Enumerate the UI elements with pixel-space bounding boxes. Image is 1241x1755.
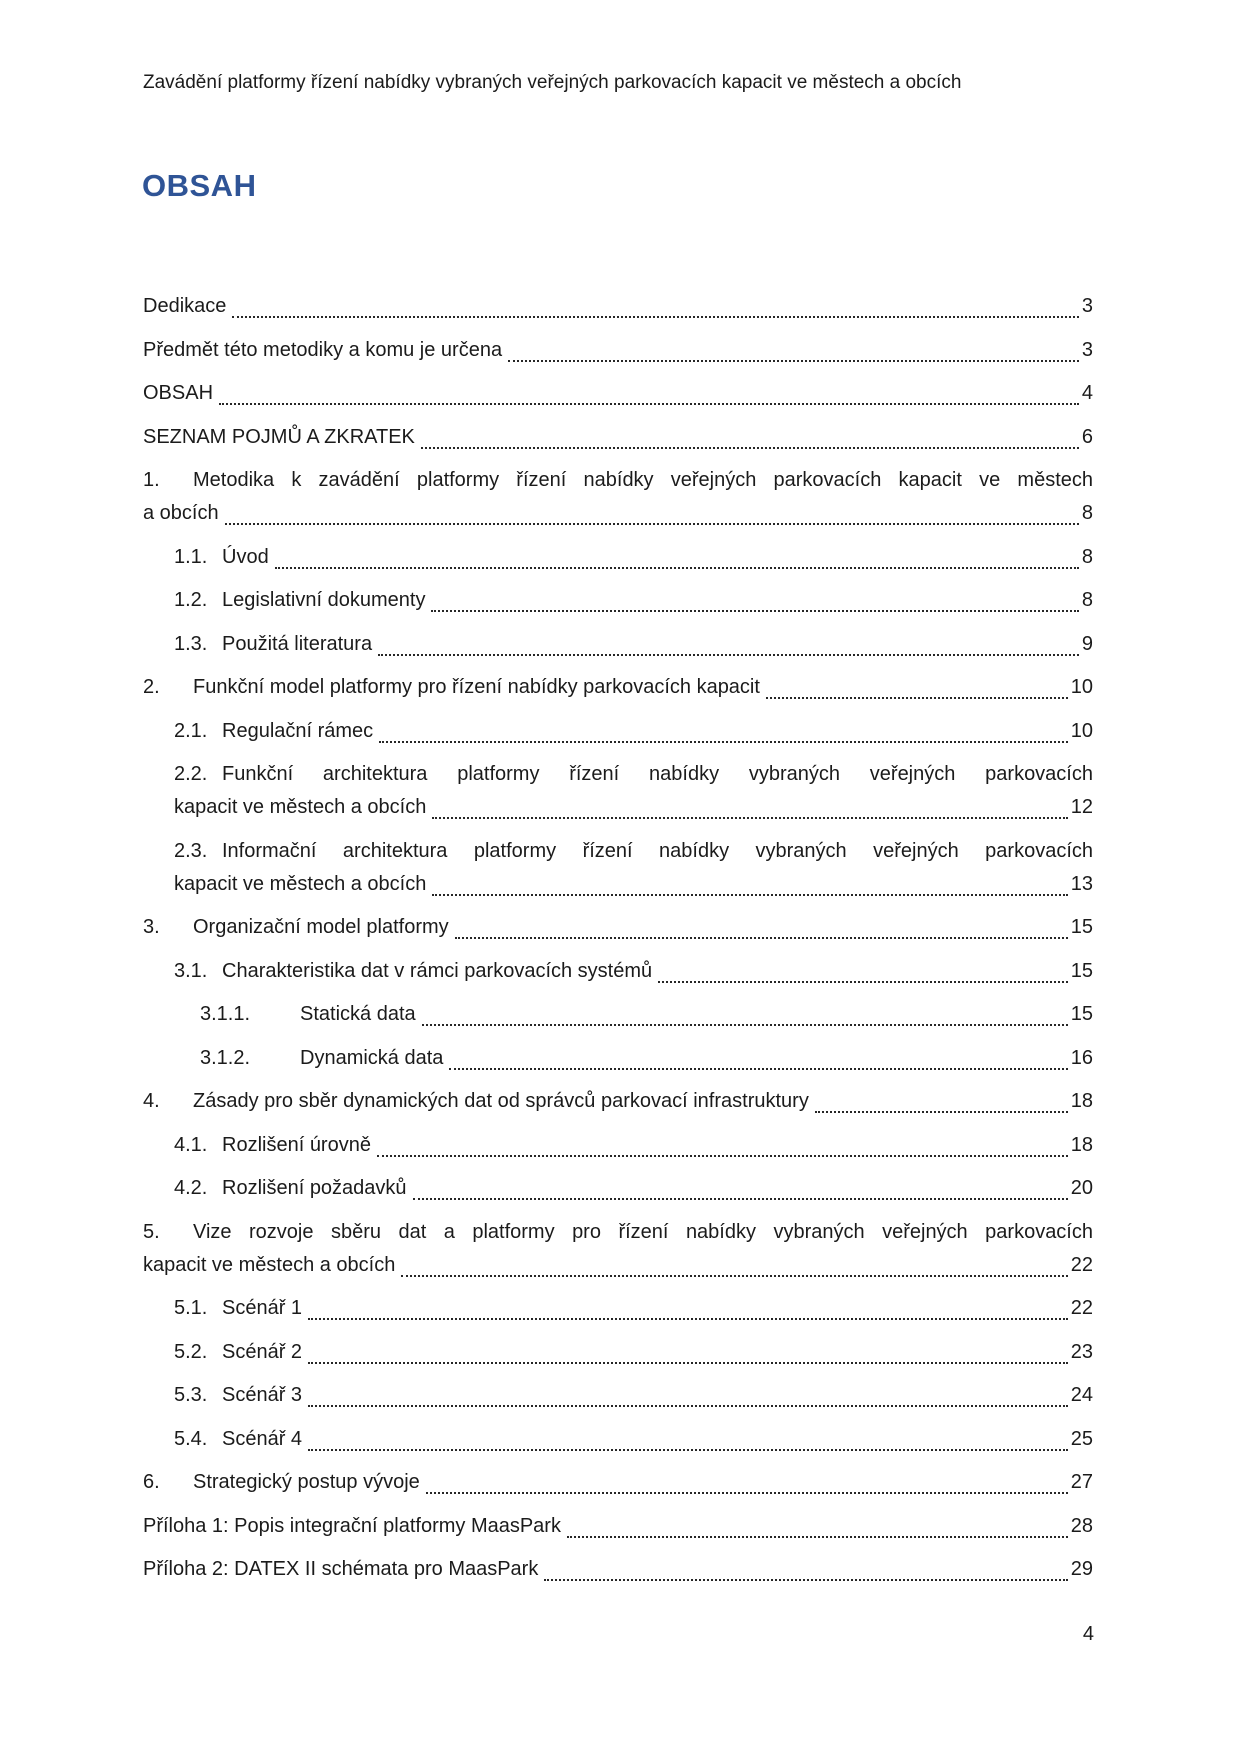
- toc-entry-page: 12: [1070, 796, 1093, 818]
- toc-entry[interactable]: [174, 1336, 1093, 1369]
- toc-entry[interactable]: [143, 1466, 1093, 1499]
- toc-entry[interactable]: [174, 758, 1093, 824]
- toc-entry-number: 5.1.: [174, 1297, 208, 1319]
- toc-leader-dots: [508, 360, 1079, 362]
- toc-entry-page: 18: [1070, 1133, 1093, 1156]
- toc-entry-label: Příloha 1: Popis integrační platformy MaasPark: [143, 1514, 561, 1537]
- toc-leader-dots: [432, 817, 1067, 819]
- toc-entry-number: 3.: [143, 916, 160, 938]
- toc-entry-label: Rozlišení úrovně: [222, 1133, 371, 1156]
- toc-entry-line2: [143, 497, 1093, 530]
- toc-entry-line1: [174, 835, 1093, 868]
- toc-entry-label-continued: kapacit ve městech a obcích: [174, 872, 427, 895]
- toc-entry-page: 23: [1070, 1340, 1093, 1363]
- toc-entry-number: 5.: [143, 1220, 160, 1243]
- toc-entry-page: 8: [1081, 502, 1093, 524]
- toc-leader-dots: [455, 937, 1068, 939]
- toc-leader-dots: [401, 1275, 1067, 1277]
- toc-entry-label: Scénář 3: [222, 1384, 303, 1406]
- toc-leader-dots: [432, 894, 1067, 896]
- toc-entry-label: OBSAH: [143, 382, 214, 404]
- toc-entry-page: 18: [1070, 1090, 1093, 1112]
- toc-entry-label: Statická data: [300, 1003, 416, 1025]
- toc-entry[interactable]: [143, 334, 1093, 367]
- toc-entry[interactable]: [174, 1292, 1093, 1325]
- toc-leader-dots: [449, 1068, 1067, 1070]
- toc-entry-label: SEZNAM POJMŮ A ZKRATEK: [143, 425, 415, 448]
- toc-entry-label: Charakteristika dat v rámci parkovacích systémů: [222, 959, 653, 982]
- toc-entry-label: Scénář 2: [222, 1340, 303, 1363]
- toc-entry[interactable]: [143, 1216, 1093, 1282]
- toc-entry-page: 9: [1081, 632, 1093, 655]
- toc-leader-dots: [815, 1111, 1068, 1113]
- toc-leader-dots: [426, 1492, 1068, 1494]
- toc-leader-dots: [378, 654, 1079, 656]
- toc-entry-number: 2.2.: [174, 763, 208, 785]
- toc-entry-number: 5.2.: [174, 1340, 208, 1363]
- toc-entry-number: 2.3.: [174, 839, 208, 862]
- toc-entry-page: 13: [1070, 872, 1093, 895]
- toc-leader-dots: [413, 1198, 1068, 1200]
- toc-entry-label: Metodika k zavádění platformy řízení nabídky veřejných parkovacích kapacit ve městech: [193, 469, 1093, 491]
- toc-entry-line1: [143, 464, 1093, 497]
- toc-entry[interactable]: [143, 464, 1093, 530]
- toc-entry-label: Úvod: [222, 545, 269, 568]
- toc-entry-label: Funkční architektura platformy řízení nabídky vybraných veřejných parkovacích: [222, 763, 1093, 785]
- toc-entry[interactable]: [174, 1379, 1093, 1412]
- toc-entry-page: 20: [1070, 1177, 1093, 1199]
- toc-entry-number: 1.: [143, 469, 160, 491]
- toc-entry-number: 5.4.: [174, 1427, 208, 1450]
- toc-entry[interactable]: [174, 1172, 1093, 1205]
- toc-entry-label-continued: a obcích: [143, 502, 219, 524]
- toc-entry[interactable]: [143, 377, 1093, 410]
- toc-entry-page: 10: [1070, 719, 1093, 742]
- toc-entry-number: 1.1.: [174, 545, 208, 568]
- toc-entry-label: Rozlišení požadavků: [222, 1177, 407, 1199]
- toc-entry-line2: [143, 1249, 1093, 1282]
- toc-entry-page: 16: [1070, 1046, 1093, 1069]
- toc-entry-label: Dedikace: [143, 295, 227, 317]
- toc-entry-label: Dynamická data: [300, 1046, 444, 1069]
- toc-entry-label: Vize rozvoje sběru dat a platformy pro řízení nabídky vybraných veřejných parkovacích: [193, 1220, 1093, 1243]
- toc-entry[interactable]: [174, 715, 1093, 748]
- toc-entry-label: Informační architektura platformy řízení nabídky vybraných veřejných parkovacích: [222, 839, 1093, 862]
- toc-entry-label: Regulační rámec: [222, 719, 374, 742]
- toc-entry-line1: [143, 1216, 1093, 1249]
- page-number-footer: 4: [1082, 1623, 1094, 1645]
- toc-entry-label: Scénář 1: [222, 1297, 303, 1319]
- toc-entry[interactable]: [143, 290, 1093, 323]
- toc-leader-dots: [219, 403, 1079, 405]
- toc-leader-dots: [308, 1318, 1068, 1320]
- toc-entry-number: 4.: [143, 1090, 160, 1112]
- toc-entry-number: 3.1.1.: [200, 1003, 251, 1025]
- toc-entry-number: 6.: [143, 1471, 160, 1493]
- toc-entry-number: 4.1.: [174, 1133, 208, 1156]
- toc-leader-dots: [308, 1449, 1068, 1451]
- toc-entry-number: 4.2.: [174, 1177, 208, 1199]
- toc-entry-page: 3: [1081, 295, 1093, 317]
- toc-entry-line2: [174, 791, 1093, 824]
- toc-entry-page: 15: [1070, 916, 1093, 938]
- toc-entry-label: Použitá literatura: [222, 632, 373, 655]
- toc-leader-dots: [225, 523, 1079, 525]
- toc-entry-label: Strategický postup vývoje: [193, 1471, 420, 1493]
- toc-entry-page: 28: [1070, 1514, 1093, 1537]
- toc-leader-dots: [431, 610, 1078, 612]
- toc-entry-page: 15: [1070, 959, 1093, 982]
- toc-entry-page: 22: [1070, 1297, 1093, 1319]
- toc-list: [143, 290, 1093, 1597]
- toc-entry-line2: [174, 868, 1093, 901]
- toc-entry[interactable]: [174, 1423, 1093, 1456]
- toc-leader-dots: [308, 1362, 1068, 1364]
- toc-entry[interactable]: [200, 998, 1093, 1031]
- toc-leader-dots: [379, 741, 1068, 743]
- toc-leader-dots: [308, 1405, 1068, 1407]
- toc-leader-dots: [232, 316, 1078, 318]
- toc-leader-dots: [421, 447, 1079, 449]
- toc-entry-number: 3.1.: [174, 959, 208, 982]
- toc-entry[interactable]: [174, 835, 1093, 901]
- toc-entry[interactable]: [143, 1085, 1093, 1118]
- toc-entry-line1: [174, 758, 1093, 791]
- toc-leader-dots: [544, 1579, 1067, 1581]
- toc-entry-page: 29: [1070, 1558, 1093, 1580]
- toc-entry[interactable]: [143, 911, 1093, 944]
- toc-entry-label: Organizační model platformy: [193, 916, 449, 938]
- toc-entry-page: 22: [1070, 1253, 1093, 1276]
- toc-leader-dots: [377, 1155, 1068, 1157]
- toc-entry[interactable]: [143, 421, 1093, 454]
- toc-leader-dots: [422, 1024, 1068, 1026]
- toc-entry-page: 6: [1081, 425, 1093, 448]
- toc-leader-dots: [275, 567, 1079, 569]
- toc-entry-page: 3: [1081, 338, 1093, 361]
- toc-entry-page: 4: [1081, 382, 1093, 404]
- toc-leader-dots: [567, 1536, 1068, 1538]
- toc-entry-number: 1.2.: [174, 589, 208, 611]
- toc-entry-number: 5.3.: [174, 1384, 208, 1406]
- toc-entry-label: Příloha 2: DATEX II schémata pro MaasPark: [143, 1558, 539, 1580]
- toc-entry-number: 2.: [143, 676, 160, 698]
- toc-entry-page: 15: [1070, 1003, 1093, 1025]
- toc-entry-number: 1.3.: [174, 632, 208, 655]
- toc-entry-label-continued: kapacit ve městech a obcích: [143, 1253, 396, 1276]
- toc-entry-page: 25: [1070, 1427, 1093, 1450]
- toc-entry-page: 24: [1070, 1384, 1093, 1406]
- toc-entry-label: Zásady pro sběr dynamických dat od správců parkovací infrastruktury: [193, 1090, 809, 1112]
- toc-entry[interactable]: [200, 1042, 1093, 1075]
- toc-entry-number: 2.1.: [174, 719, 208, 742]
- toc-entry-page: 27: [1070, 1471, 1093, 1493]
- toc-entry[interactable]: [174, 955, 1093, 988]
- toc-entry-label: Funkční model platformy pro řízení nabídky parkovacích kapacit: [193, 676, 760, 698]
- toc-entry-number: 3.1.2.: [200, 1046, 251, 1069]
- toc-entry-label-continued: kapacit ve městech a obcích: [174, 796, 427, 818]
- toc-entry[interactable]: [174, 584, 1093, 617]
- toc-leader-dots: [766, 697, 1068, 699]
- toc-entry-page: 8: [1081, 589, 1093, 611]
- toc-entry[interactable]: [143, 1553, 1093, 1586]
- toc-leader-dots: [658, 981, 1068, 983]
- toc-entry-page: 10: [1070, 676, 1093, 698]
- toc-entry[interactable]: [143, 1510, 1093, 1543]
- toc-entry-label: Legislativní dokumenty: [222, 589, 426, 611]
- toc-entry[interactable]: [174, 628, 1093, 661]
- toc-title: OBSAH: [142, 168, 257, 203]
- toc-entry[interactable]: [174, 1129, 1093, 1162]
- toc-entry[interactable]: [143, 671, 1093, 704]
- toc-entry[interactable]: [174, 541, 1093, 574]
- toc-entry-page: 8: [1081, 545, 1093, 568]
- toc-entry-label: Scénář 4: [222, 1427, 303, 1450]
- running-header: Zavádění platformy řízení nabídky vybraných veřejných parkovacích kapacit ve městech a obcích: [143, 72, 962, 93]
- toc-entry-label: Předmět této metodiky a komu je určena: [143, 338, 503, 361]
